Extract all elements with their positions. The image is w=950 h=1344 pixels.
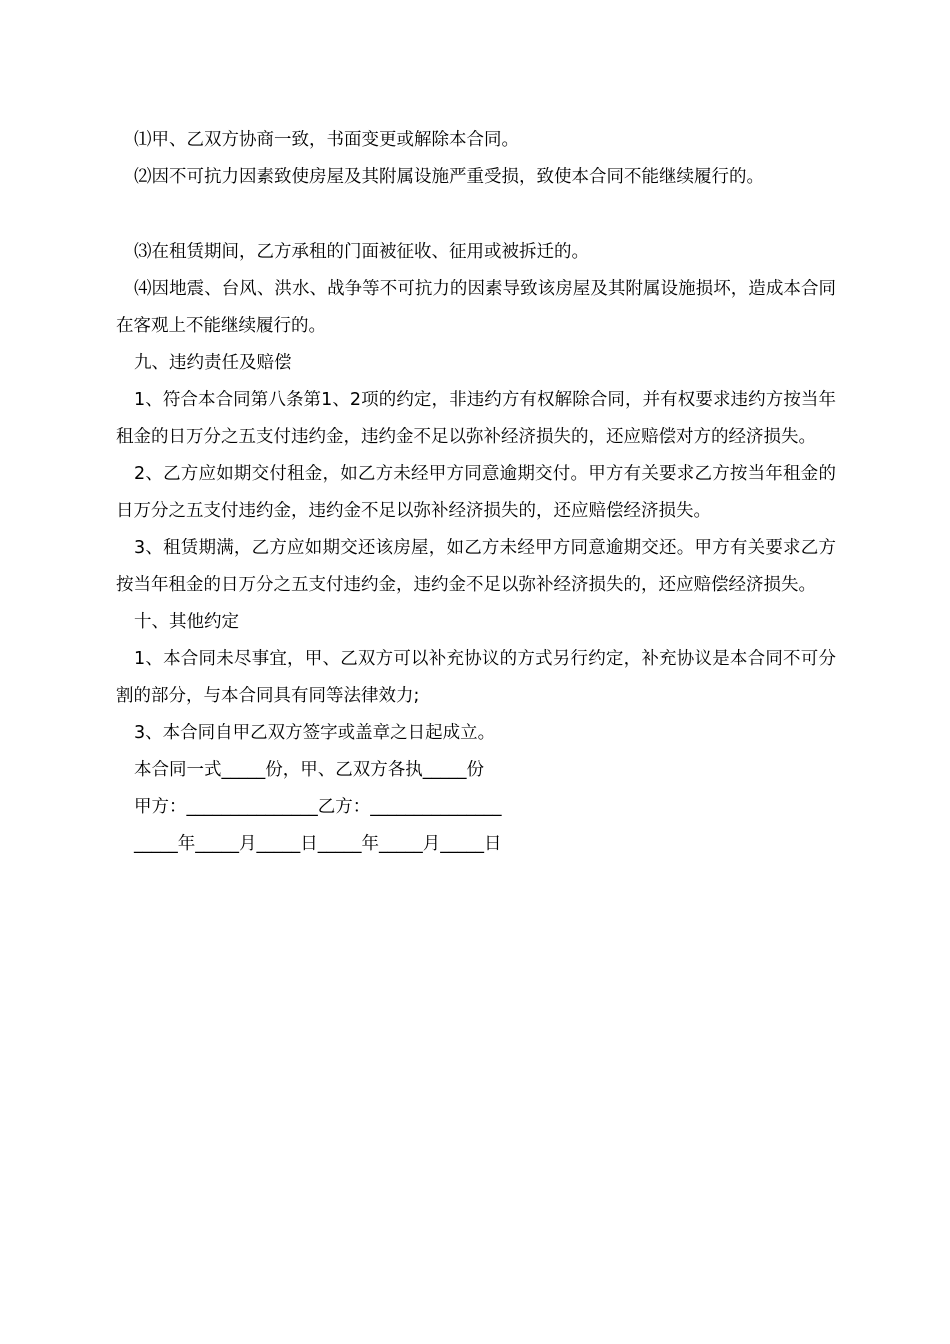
- copies-line: 本合同一式_____份，甲、乙双方各执_____份: [134, 760, 484, 780]
- date-line: _____年_____月_____日_____年_____月_____日: [134, 834, 502, 854]
- clause-termination-3: ⑶在租赁期间，乙方承租的门面被征收、征用或被拆迁的。: [134, 242, 589, 262]
- clause-termination-1: ⑴甲、乙双方协商一致，书面变更或解除本合同。: [134, 130, 519, 150]
- section-heading-other: 十、其他约定: [134, 612, 239, 632]
- blank-gap: [116, 196, 836, 234]
- signature-line: 甲方：_______________乙方：_______________: [134, 797, 502, 817]
- clause-other-3: 3、本合同自甲乙双方签字或盖章之日起成立。: [134, 723, 496, 743]
- clause-termination-2: ⑵因不可抗力因素致使房屋及其附属设施严重受损，致使本合同不能继续履行的。: [134, 167, 764, 187]
- clause-breach-2: 2、乙方应如期交付租金，如乙方未经甲方同意逾期交付。甲方有关要求乙方按当年租金的日万分之五支付违约金，违约金不足以弥补经济损失的，还应赔偿经济损失。: [116, 464, 836, 521]
- clause-breach-3: 3、租赁期满，乙方应如期交还该房屋，如乙方未经甲方同意逾期交还。甲方有关要求乙方按当年租金的日万分之五支付违约金，违约金不足以弥补经济损失的，还应赔偿经济损失。: [116, 538, 836, 595]
- clause-other-1: 1、本合同未尽事宜，甲、乙双方可以补充协议的方式另行约定，补充协议是本合同不可分割的部分，与本合同具有同等法律效力;: [116, 649, 836, 706]
- clause-termination-4: ⑷因地震、台风、洪水、战争等不可抗力的因素导致该房屋及其附属设施损坏，造成本合同在客观上不能继续履行的。: [116, 279, 836, 336]
- section-heading-breach: 九、违约责任及赔偿: [134, 353, 292, 373]
- document-page: [116, 122, 836, 863]
- clause-breach-1: 1、符合本合同第八条第1、2项的约定，非违约方有权解除合同，并有权要求违约方按当年租金的日万分之五支付违约金，违约金不足以弥补经济损失的，还应赔偿对方的经济损失。: [116, 390, 836, 447]
